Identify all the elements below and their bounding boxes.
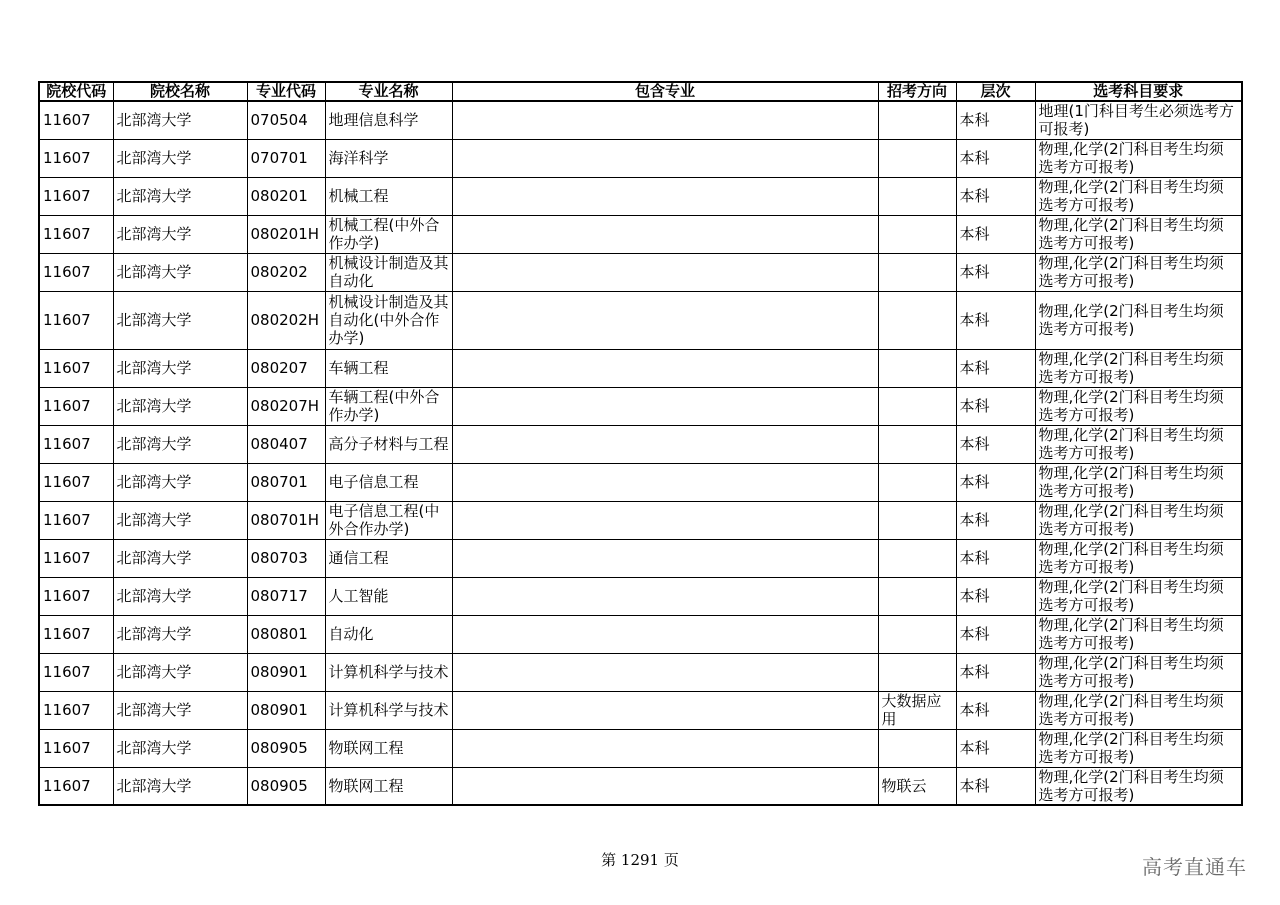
cell-subject-requirement: 物理,化学(2门科目考生均须选考方可报考)	[1035, 253, 1242, 291]
cell-level: 本科	[956, 767, 1035, 805]
cell-included-majors	[452, 387, 878, 425]
cell-included-majors	[452, 215, 878, 253]
cell-major-code: 080407	[247, 425, 325, 463]
cell-school-code: 11607	[39, 425, 113, 463]
cell-major-name: 海洋科学	[325, 139, 452, 177]
cell-subject-requirement: 物理,化学(2门科目考生均须选考方可报考)	[1035, 729, 1242, 767]
cell-school-code: 11607	[39, 577, 113, 615]
cell-level: 本科	[956, 177, 1035, 215]
cell-school-name: 北部湾大学	[113, 767, 247, 805]
cell-school-name: 北部湾大学	[113, 539, 247, 577]
cell-school-code: 11607	[39, 177, 113, 215]
cell-school-code: 11607	[39, 387, 113, 425]
cell-level: 本科	[956, 139, 1035, 177]
cell-major-name: 机械设计制造及其自动化	[325, 253, 452, 291]
cell-school-name: 北部湾大学	[113, 463, 247, 501]
table-row	[39, 177, 1242, 215]
header-major-code: 专业代码	[247, 82, 325, 101]
cell-subject-requirement: 物理,化学(2门科目考生均须选考方可报考)	[1035, 215, 1242, 253]
cell-level: 本科	[956, 291, 1035, 349]
cell-major-name: 机械工程	[325, 177, 452, 215]
header-school-code: 院校代码	[39, 82, 113, 101]
cell-included-majors	[452, 101, 878, 139]
table-row	[39, 215, 1242, 253]
cell-direction	[878, 615, 956, 653]
cell-level: 本科	[956, 539, 1035, 577]
header-subject-requirement: 选考科目要求	[1035, 82, 1242, 101]
cell-direction	[878, 501, 956, 539]
cell-direction: 大数据应用	[878, 691, 956, 729]
cell-direction: 物联云	[878, 767, 956, 805]
cell-major-code: 080202	[247, 253, 325, 291]
cell-major-code: 080701	[247, 463, 325, 501]
cell-subject-requirement: 物理,化学(2门科目考生均须选考方可报考)	[1035, 291, 1242, 349]
cell-school-code: 11607	[39, 253, 113, 291]
cell-direction	[878, 349, 956, 387]
cell-major-name: 高分子材料与工程	[325, 425, 452, 463]
cell-level: 本科	[956, 653, 1035, 691]
cell-included-majors	[452, 139, 878, 177]
cell-major-code: 080201H	[247, 215, 325, 253]
cell-major-code: 080201	[247, 177, 325, 215]
table-row	[39, 729, 1242, 767]
cell-included-majors	[452, 501, 878, 539]
cell-school-name: 北部湾大学	[113, 215, 247, 253]
cell-level: 本科	[956, 729, 1035, 767]
cell-major-name: 机械设计制造及其自动化(中外合作办学)	[325, 291, 452, 349]
page-number: 第 1291 页	[601, 851, 679, 869]
table-row	[39, 349, 1242, 387]
cell-major-name: 车辆工程	[325, 349, 452, 387]
cell-school-code: 11607	[39, 139, 113, 177]
cell-school-code: 11607	[39, 501, 113, 539]
cell-included-majors	[452, 253, 878, 291]
cell-major-code: 080801	[247, 615, 325, 653]
table-row	[39, 767, 1242, 805]
cell-subject-requirement: 物理,化学(2门科目考生均须选考方可报考)	[1035, 177, 1242, 215]
cell-major-code: 080701H	[247, 501, 325, 539]
cell-level: 本科	[956, 425, 1035, 463]
cell-major-code: 080905	[247, 767, 325, 805]
cell-direction	[878, 463, 956, 501]
watermark-logo-text: 高考直通车	[1142, 855, 1247, 879]
cell-subject-requirement: 物理,化学(2门科目考生均须选考方可报考)	[1035, 767, 1242, 805]
cell-level: 本科	[956, 253, 1035, 291]
cell-direction	[878, 215, 956, 253]
cell-major-code: 080207H	[247, 387, 325, 425]
cell-subject-requirement: 物理,化学(2门科目考生均须选考方可报考)	[1035, 349, 1242, 387]
cell-direction	[878, 387, 956, 425]
cell-school-code: 11607	[39, 291, 113, 349]
cell-included-majors	[452, 177, 878, 215]
cell-level: 本科	[956, 691, 1035, 729]
cell-school-name: 北部湾大学	[113, 291, 247, 349]
cell-school-name: 北部湾大学	[113, 653, 247, 691]
cell-subject-requirement: 物理,化学(2门科目考生均须选考方可报考)	[1035, 139, 1242, 177]
cell-subject-requirement: 物理,化学(2门科目考生均须选考方可报考)	[1035, 615, 1242, 653]
cell-direction	[878, 291, 956, 349]
cell-level: 本科	[956, 577, 1035, 615]
cell-included-majors	[452, 615, 878, 653]
table-row	[39, 425, 1242, 463]
cell-major-code: 080901	[247, 653, 325, 691]
cell-school-code: 11607	[39, 691, 113, 729]
cell-school-code: 11607	[39, 463, 113, 501]
cell-school-name: 北部湾大学	[113, 425, 247, 463]
cell-major-name: 地理信息科学	[325, 101, 452, 139]
cell-major-code: 080703	[247, 539, 325, 577]
cell-school-code: 11607	[39, 215, 113, 253]
cell-level: 本科	[956, 387, 1035, 425]
cell-subject-requirement: 物理,化学(2门科目考生均须选考方可报考)	[1035, 501, 1242, 539]
cell-included-majors	[452, 291, 878, 349]
table-row	[39, 653, 1242, 691]
cell-direction	[878, 101, 956, 139]
cell-included-majors	[452, 691, 878, 729]
cell-major-name: 机械工程(中外合作办学)	[325, 215, 452, 253]
cell-included-majors	[452, 349, 878, 387]
header-direction: 招考方向	[878, 82, 956, 101]
table-row	[39, 539, 1242, 577]
table-row	[39, 577, 1242, 615]
cell-school-name: 北部湾大学	[113, 615, 247, 653]
cell-major-code: 080717	[247, 577, 325, 615]
cell-subject-requirement: 物理,化学(2门科目考生均须选考方可报考)	[1035, 653, 1242, 691]
cell-major-code: 070504	[247, 101, 325, 139]
header-school-name: 院校名称	[113, 82, 247, 101]
cell-major-code: 080207	[247, 349, 325, 387]
cell-school-code: 11607	[39, 653, 113, 691]
cell-major-name: 通信工程	[325, 539, 452, 577]
table-row	[39, 291, 1242, 349]
cell-direction	[878, 139, 956, 177]
cell-direction	[878, 577, 956, 615]
cell-direction	[878, 729, 956, 767]
table-row	[39, 387, 1242, 425]
cell-school-name: 北部湾大学	[113, 691, 247, 729]
cell-school-name: 北部湾大学	[113, 387, 247, 425]
cell-school-code: 11607	[39, 539, 113, 577]
cell-major-name: 计算机科学与技术	[325, 691, 452, 729]
cell-included-majors	[452, 425, 878, 463]
cell-major-name: 电子信息工程	[325, 463, 452, 501]
cell-major-name: 计算机科学与技术	[325, 653, 452, 691]
cell-school-code: 11607	[39, 767, 113, 805]
cell-major-code: 070701	[247, 139, 325, 177]
cell-included-majors	[452, 729, 878, 767]
cell-direction	[878, 539, 956, 577]
cell-school-name: 北部湾大学	[113, 729, 247, 767]
cell-major-code: 080905	[247, 729, 325, 767]
cell-subject-requirement: 物理,化学(2门科目考生均须选考方可报考)	[1035, 463, 1242, 501]
cell-school-name: 北部湾大学	[113, 349, 247, 387]
table-row	[39, 253, 1242, 291]
cell-major-name: 自动化	[325, 615, 452, 653]
cell-level: 本科	[956, 615, 1035, 653]
table-body	[39, 101, 1242, 805]
cell-included-majors	[452, 767, 878, 805]
table-row	[39, 101, 1242, 139]
cell-subject-requirement: 物理,化学(2门科目考生均须选考方可报考)	[1035, 387, 1242, 425]
cell-school-code: 11607	[39, 729, 113, 767]
cell-school-name: 北部湾大学	[113, 139, 247, 177]
cell-included-majors	[452, 463, 878, 501]
cell-level: 本科	[956, 349, 1035, 387]
cell-school-name: 北部湾大学	[113, 177, 247, 215]
cell-school-name: 北部湾大学	[113, 101, 247, 139]
admission-table	[38, 81, 1243, 806]
cell-direction	[878, 253, 956, 291]
header-major-name: 专业名称	[325, 82, 452, 101]
cell-major-name: 人工智能	[325, 577, 452, 615]
cell-school-code: 11607	[39, 101, 113, 139]
cell-school-name: 北部湾大学	[113, 501, 247, 539]
cell-school-code: 11607	[39, 349, 113, 387]
cell-subject-requirement: 物理,化学(2门科目考生均须选考方可报考)	[1035, 425, 1242, 463]
cell-major-name: 物联网工程	[325, 767, 452, 805]
cell-subject-requirement: 物理,化学(2门科目考生均须选考方可报考)	[1035, 691, 1242, 729]
cell-level: 本科	[956, 101, 1035, 139]
cell-subject-requirement: 物理,化学(2门科目考生均须选考方可报考)	[1035, 539, 1242, 577]
cell-school-name: 北部湾大学	[113, 253, 247, 291]
table-header-row	[39, 82, 1242, 101]
cell-major-name: 车辆工程(中外合作办学)	[325, 387, 452, 425]
cell-direction	[878, 653, 956, 691]
cell-major-name: 物联网工程	[325, 729, 452, 767]
cell-direction	[878, 425, 956, 463]
cell-included-majors	[452, 539, 878, 577]
table-row	[39, 501, 1242, 539]
table-row	[39, 139, 1242, 177]
cell-level: 本科	[956, 501, 1035, 539]
table-row	[39, 463, 1242, 501]
cell-major-name: 电子信息工程(中外合作办学)	[325, 501, 452, 539]
cell-school-code: 11607	[39, 615, 113, 653]
cell-subject-requirement: 地理(1门科目考生必须选考方可报考)	[1035, 101, 1242, 139]
cell-major-code: 080202H	[247, 291, 325, 349]
cell-school-name: 北部湾大学	[113, 577, 247, 615]
table-row	[39, 615, 1242, 653]
cell-level: 本科	[956, 215, 1035, 253]
cell-subject-requirement: 物理,化学(2门科目考生均须选考方可报考)	[1035, 577, 1242, 615]
header-included-majors: 包含专业	[452, 82, 878, 101]
cell-level: 本科	[956, 463, 1035, 501]
header-level: 层次	[956, 82, 1035, 101]
table-row	[39, 691, 1242, 729]
cell-included-majors	[452, 653, 878, 691]
cell-major-code: 080901	[247, 691, 325, 729]
cell-included-majors	[452, 577, 878, 615]
cell-direction	[878, 177, 956, 215]
